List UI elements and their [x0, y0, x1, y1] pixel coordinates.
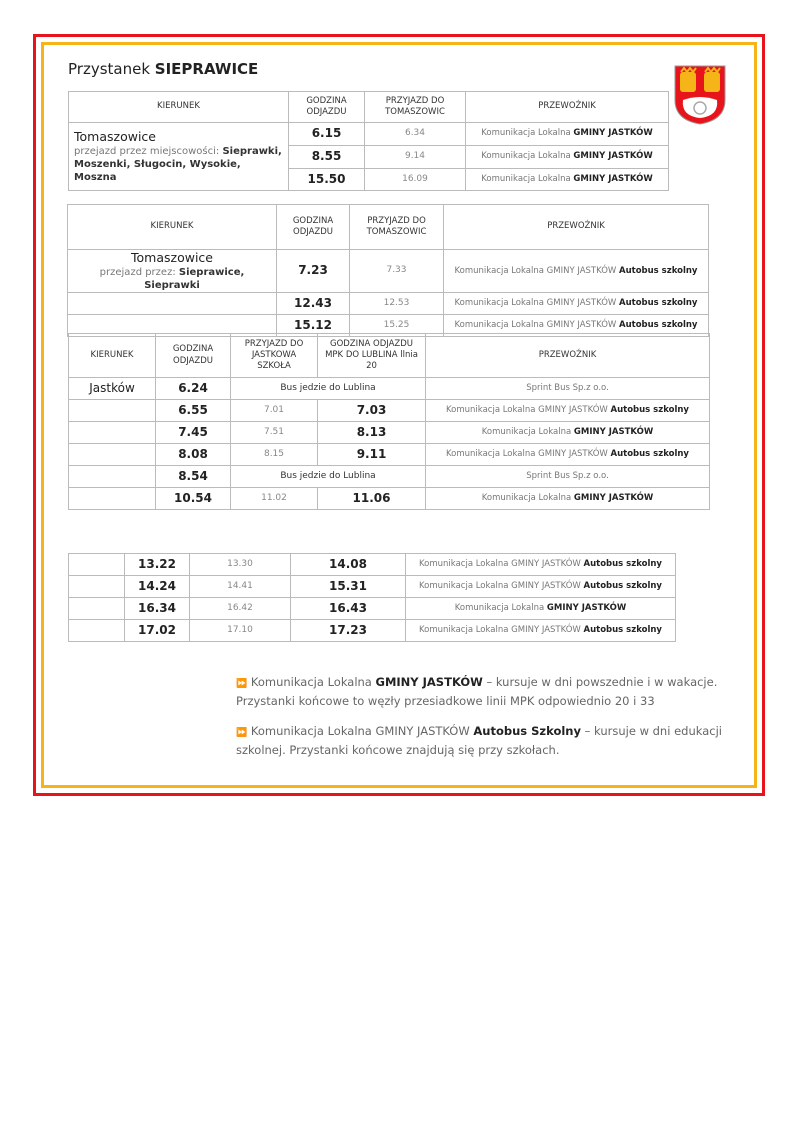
timetable-jastkow [68, 333, 710, 510]
table-row [69, 488, 710, 510]
direction-cell-empty [69, 466, 156, 488]
column-header: PRZEWOŹNIK [466, 92, 669, 123]
carrier-cell [406, 620, 676, 642]
carrier-cell [426, 400, 710, 422]
departure-time: 14.24 [125, 576, 190, 598]
header-row [68, 205, 709, 250]
direction-cell [68, 250, 277, 293]
direction-name: Tomaszowice [131, 250, 213, 265]
carrier-service: Autobus szkolny [619, 298, 698, 309]
carrier-service: GMINY JASTKÓW [573, 151, 653, 162]
table-row [69, 400, 710, 422]
carrier-service: GMINY JASTKÓW [573, 128, 653, 139]
table-row [69, 123, 669, 146]
table-row [69, 554, 676, 576]
direction-cell-empty [69, 576, 125, 598]
carrier-name: Komunikacja Lokalna [481, 173, 574, 184]
carrier-name: Komunikacja Lokalna GMINY JASTKÓW [419, 580, 584, 591]
note-bold: Autobus Szkolny [473, 724, 581, 738]
mpk-departure-time: 8.13 [318, 422, 426, 444]
carrier-service: Autobus szkolny [619, 320, 698, 331]
departure-time: 16.34 [125, 598, 190, 620]
mpk-departure-time: 16.43 [291, 598, 406, 620]
arrival-time: 7.01 [231, 400, 318, 422]
page-title [68, 60, 258, 78]
mpk-departure-time: 17.23 [291, 620, 406, 642]
arrival-time: 14.41 [190, 576, 291, 598]
carrier-cell [406, 598, 676, 620]
stop-name: SIEPRAWICE [154, 60, 259, 78]
arrival-time: 9.14 [365, 145, 466, 168]
timetable-sieprawice-tomaszowice [68, 91, 669, 191]
direction-cell [69, 123, 289, 191]
column-header: PRZYJAZD DO TOMASZOWIC [350, 205, 444, 250]
carrier-cell [466, 145, 669, 168]
carrier-cell [466, 123, 669, 146]
carrier-name: Sprint Bus Sp.z o.o. [526, 382, 609, 393]
carrier-cell [466, 168, 669, 191]
carrier-service: GMINY JASTKÓW [573, 426, 654, 437]
departure-time: 6.15 [289, 123, 365, 146]
arrival-time: 16.09 [365, 168, 466, 191]
arrival-time: 13.30 [190, 554, 291, 576]
carrier-name: Komunikacja Lokalna [481, 492, 574, 503]
arrival-time: 12.53 [350, 293, 444, 315]
departure-time: 17.02 [125, 620, 190, 642]
carrier-name: Komunikacja Lokalna GMINY JASTKÓW [419, 558, 584, 569]
carrier-service: Autobus szkolny [583, 580, 662, 591]
column-header: GODZINA ODJAZDU [289, 92, 365, 123]
arrival-time: 17.10 [190, 620, 291, 642]
carrier-name: Komunikacja Lokalna GMINY JASTKÓW [454, 265, 619, 276]
carrier-service: GMINY JASTKÓW [573, 173, 653, 184]
carrier-name: Komunikacja Lokalna GMINY JASTKÓW [446, 448, 611, 459]
direction-cell-empty [69, 400, 156, 422]
departure-time: 6.55 [156, 400, 231, 422]
carrier-name: Komunikacja Lokalna GMINY JASTKÓW [419, 624, 584, 635]
header-row [69, 334, 710, 378]
direction-name: Tomaszowice [74, 129, 156, 144]
column-header: PRZEWOŹNIK [426, 334, 710, 378]
departure-time: 8.54 [156, 466, 231, 488]
direction-cell-empty [69, 598, 125, 620]
mpk-departure-time: 11.06 [318, 488, 426, 510]
mpk-departure-time: 9.11 [318, 444, 426, 466]
table-row [69, 576, 676, 598]
mpk-departure-time: 14.08 [291, 554, 406, 576]
direction-cell-empty [69, 488, 156, 510]
carrier-service: Autobus szkolny [583, 624, 662, 635]
timetable-tomaszowice-school [67, 204, 709, 337]
carrier-name: Komunikacja Lokalna GMINY JASTKÓW [454, 298, 619, 309]
departure-time: 12.43 [277, 293, 350, 315]
table-row [68, 250, 709, 293]
departure-time: 8.55 [289, 145, 365, 168]
direction-cell-empty [69, 620, 125, 642]
carrier-cell [426, 466, 710, 488]
carrier-name: Komunikacja Lokalna [454, 602, 547, 613]
table-row [69, 620, 676, 642]
note-gminy-jastkow [236, 674, 726, 710]
departure-time: 7.45 [156, 422, 231, 444]
direction-cell-empty [68, 293, 277, 315]
carrier-service: Autobus szkolny [610, 448, 689, 459]
arrival-time: 7.33 [350, 250, 444, 293]
carrier-cell [426, 378, 710, 400]
direction-cell-empty [69, 554, 125, 576]
mpk-departure-time: 7.03 [318, 400, 426, 422]
table-row [69, 422, 710, 444]
departure-time: 13.22 [125, 554, 190, 576]
carrier-cell [406, 576, 676, 598]
route-note: Bus jedzie do Lublina [231, 378, 426, 400]
column-header: GODZINA ODJAZDU [156, 334, 231, 378]
column-header: GODZINA ODJAZDU [277, 205, 350, 250]
title-prefix: Przystanek [68, 60, 151, 78]
note-autobus-szkolny [236, 723, 726, 759]
arrival-time: 16.42 [190, 598, 291, 620]
route-note: Bus jedzie do Lublina [231, 466, 426, 488]
arrival-time: 7.51 [231, 422, 318, 444]
column-header: KIERUNEK [69, 92, 289, 123]
route-via: przejazd przez: Sieprawice, Sieprawki [99, 267, 245, 292]
departure-time: 6.24 [156, 378, 231, 400]
carrier-name: Komunikacja Lokalna GMINY JASTKÓW [454, 320, 619, 331]
table-row [69, 378, 710, 400]
note-text: Komunikacja Lokalna GMINY JASTKÓW [250, 724, 474, 738]
note-bold: GMINY JASTKÓW [375, 675, 483, 689]
arrival-time: 11.02 [231, 488, 318, 510]
carrier-service: GMINY JASTKÓW [546, 602, 627, 613]
column-header: PRZYJAZD DO JASTKOWA SZKOŁA [231, 334, 318, 378]
departure-time: 8.08 [156, 444, 231, 466]
table-row [69, 598, 676, 620]
column-header: GODZINA ODJAZDU MPK DO LUBLINA llnia 20 [318, 334, 426, 378]
note-text: – kursuje w dni powszednie i w wakacje. Przystanki końcowe to węzły przesiadkowe linii MPK odpowiednio 20 i 33 [236, 675, 718, 708]
table-row [69, 466, 710, 488]
carrier-name: Komunikacja Lokalna GMINY JASTKÓW [446, 404, 611, 415]
fast-forward-icon: ⏩ [236, 679, 248, 689]
carrier-service: Autobus szkolny [583, 558, 662, 569]
coat-of-arms-logo [673, 64, 727, 126]
fast-forward-icon: ⏩ [236, 728, 248, 738]
departure-time: 7.23 [277, 250, 350, 293]
carrier-cell [406, 554, 676, 576]
departure-time: 10.54 [156, 488, 231, 510]
carrier-service: Autobus szkolny [610, 404, 689, 415]
direction-name: Jastków [69, 378, 156, 400]
departure-time: 15.50 [289, 168, 365, 191]
carrier-name: Komunikacja Lokalna [481, 151, 574, 162]
note-text: – kursuje w dni edukacji szkolnej. Przystanki końcowe znajdują się przy szkołach. [236, 724, 722, 757]
arrival-time: 8.15 [231, 444, 318, 466]
table-row [69, 444, 710, 466]
carrier-name: Komunikacja Lokalna [481, 426, 574, 437]
carrier-service: Autobus szkolny [619, 265, 698, 276]
header-row [69, 92, 669, 123]
departure-time: 15.12 [277, 315, 350, 337]
column-header: KIERUNEK [68, 205, 277, 250]
carrier-cell [444, 250, 709, 293]
direction-cell-empty [69, 422, 156, 444]
note-text: Komunikacja Lokalna [250, 675, 376, 689]
carrier-name: Komunikacja Lokalna [481, 128, 574, 139]
table-row [68, 293, 709, 315]
route-via: przejazd przez miejscowości: Sieprawki, Moszenki, Sługocin, Wysokie, Moszna [74, 146, 282, 184]
carrier-cell [426, 444, 710, 466]
carrier-name: Sprint Bus Sp.z o.o. [526, 470, 609, 481]
arrival-time: 6.34 [365, 123, 466, 146]
mpk-departure-time: 15.31 [291, 576, 406, 598]
column-header: KIERUNEK [69, 334, 156, 378]
timetable-jastkow-continued [68, 553, 676, 642]
direction-cell-empty [69, 444, 156, 466]
carrier-cell [426, 488, 710, 510]
carrier-cell [444, 293, 709, 315]
column-header: PRZYJAZD DO TOMASZOWIC [365, 92, 466, 123]
carrier-cell [426, 422, 710, 444]
carrier-service: GMINY JASTKÓW [573, 492, 654, 503]
arrival-time: 15.25 [350, 315, 444, 337]
column-header: PRZEWOŹNIK [444, 205, 709, 250]
